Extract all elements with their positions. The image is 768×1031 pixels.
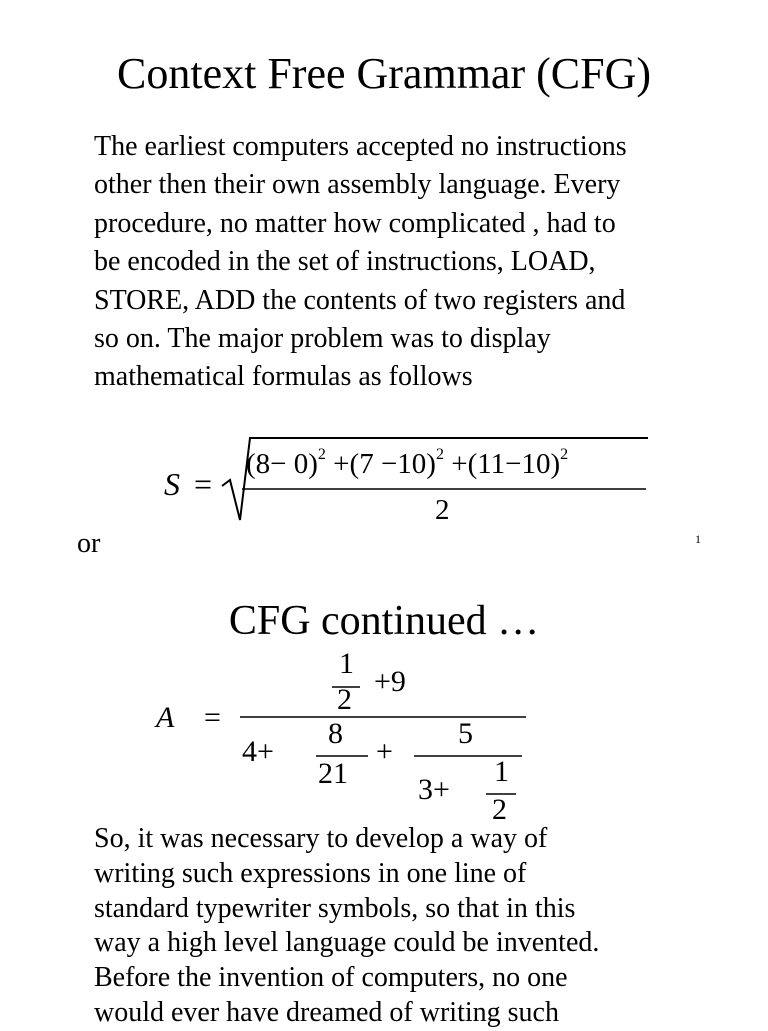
plus-sign: +: [376, 735, 393, 768]
eight-numerator: 8: [328, 717, 343, 750]
paragraph-line: other then their own assembly language. Every: [94, 169, 621, 201]
square-root-sign: [150, 428, 660, 538]
fraction-bars: [150, 645, 550, 830]
formula-equals: =: [194, 466, 213, 502]
closing-paragraph: [94, 822, 599, 1031]
paragraph-line: writing such expressions in one line of: [94, 857, 527, 889]
twenty-one-denominator: 21: [318, 757, 348, 790]
paragraph-line: so on. The major problem was to display: [94, 322, 551, 354]
formula-denominator: 2: [435, 494, 450, 526]
std-deviation-formula: [150, 428, 660, 538]
paragraph-line: mathematical formulas as follows: [94, 361, 473, 393]
paragraph-line: The earliest computers accepted no instructions: [94, 131, 627, 162]
slide-title: CFG continued …: [228, 598, 540, 644]
five-numerator: 5: [458, 717, 473, 750]
plus-nine: +9: [374, 665, 406, 698]
paragraph-line: standard typewriter symbols, so that in this: [94, 892, 576, 924]
intro-paragraph: [94, 128, 627, 397]
paragraph-line: Before the invention of computers, no one: [94, 962, 568, 994]
inner-half-numerator: 1: [494, 755, 509, 788]
formula-lhs: A: [156, 701, 175, 734]
page-number: 1: [695, 532, 701, 546]
slide-title: Context Free Grammar (CFG): [117, 49, 651, 98]
paragraph-line: would ever have dreamed of writing such: [94, 996, 559, 1028]
paragraph-line: procedure, no matter how complicated , had to: [94, 207, 616, 239]
or-text: or: [77, 528, 101, 559]
formula-equals: =: [204, 701, 221, 734]
paragraph-line: be encoded in the set of instructions, LOAD,: [94, 246, 596, 278]
paragraph-line: way a high level language could be invented.: [94, 927, 600, 959]
continued-fraction-formula: [150, 645, 550, 830]
half-denominator: 2: [337, 683, 352, 716]
four-plus: 4+: [242, 735, 274, 768]
paragraph-line: So, it was necessary to develop a way of: [94, 823, 548, 854]
three-plus: 3+: [418, 773, 450, 806]
half-numerator: 1: [339, 647, 354, 680]
formula-numerator: $(8- 0)^2 +(7 -10)^2 +(11-10)^2$: [246, 446, 569, 480]
inner-half-denominator: 2: [492, 793, 507, 826]
paragraph-line: STORE, ADD the contents of two registers and: [94, 284, 626, 316]
formula-lhs: S: [164, 466, 180, 502]
